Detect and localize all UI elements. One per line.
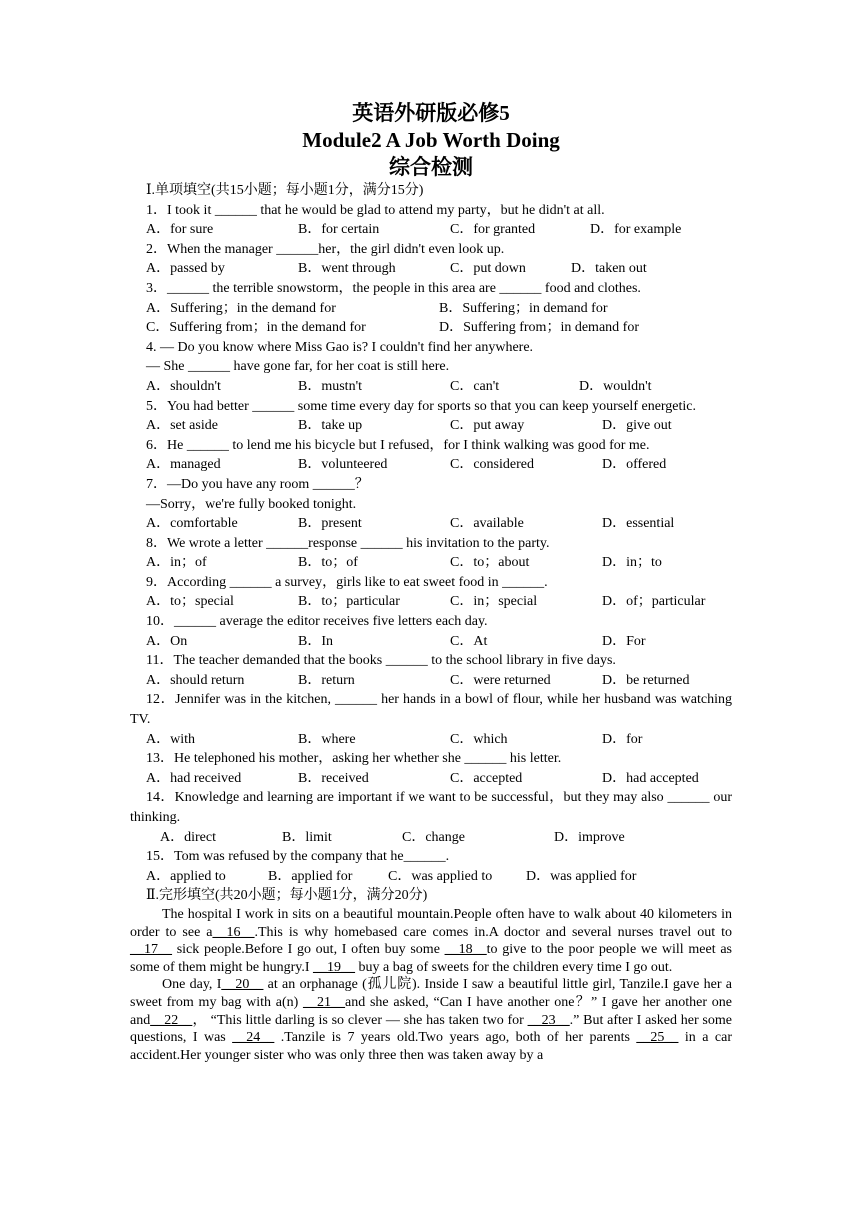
option-d: D．for example	[590, 222, 682, 238]
question-stem: 15．Tom was refused by the company that he______.	[146, 849, 450, 865]
blank-21: __21__	[303, 994, 346, 1010]
option-row	[130, 632, 732, 652]
option-b: B．mustn't	[298, 378, 362, 394]
option-c: C．Suffering from；in the demand for	[146, 320, 366, 336]
question-stem: 3．______ the terrible snowstorm，the people in this area are ______ food and clothes.	[146, 280, 641, 296]
option-c: C．was applied to	[388, 868, 493, 884]
option-d: D．taken out	[571, 261, 647, 277]
title-line-2: Module2 A Job Worth Doing	[302, 128, 560, 152]
option-row	[130, 592, 732, 612]
blank-16: __16__	[212, 924, 255, 940]
passage-text: The hospital I work in sits on a beautiful mountain.People often have to walk about 40 kilometers in order to see a	[130, 906, 732, 940]
option-b: B．received	[298, 770, 369, 786]
passage-text: .” But after I asked her some questions, I was	[130, 1012, 732, 1046]
option-row	[130, 416, 732, 436]
option-b: B．return	[298, 672, 355, 688]
option-b: B．applied for	[268, 868, 353, 884]
blank-23: __23__	[527, 1012, 570, 1028]
question-stem: 11．The teacher demanded that the books ______ to the school library in five days.	[146, 653, 616, 669]
option-a: A．in；of	[146, 555, 207, 571]
question-stem: 4. — Do you know where Miss Gao is? I couldn't find her anywhere.	[146, 339, 534, 355]
question-stem: 12．Jennifer was in the kitchen, ______ her hands in a bowl of flour, while her husband was watching TV.	[130, 692, 732, 728]
blank-20: __20__	[221, 977, 264, 993]
passage-text: at an orphanage (孤儿院). Inside I saw a beautiful little girl, Tanzile.I gave her a sweet from my bag with a(n)	[130, 977, 732, 1010]
option-row	[130, 318, 732, 338]
option-c: C．which	[450, 731, 508, 747]
option-d: D．For	[602, 633, 646, 649]
option-row	[130, 299, 732, 319]
option-c: C．available	[450, 516, 524, 532]
blank-25: __25__	[636, 1030, 679, 1046]
question-stem: 13．He telephoned his mother，asking her whether she ______ his letter.	[146, 751, 562, 767]
option-a: A．On	[146, 633, 188, 649]
option-a: A．shouldn't	[146, 378, 221, 394]
option-a: A．comfortable	[146, 516, 238, 532]
question-stem: 2．When the manager ______her，the girl didn't even look up.	[146, 241, 505, 257]
option-c: C．to；about	[450, 555, 530, 571]
option-d: D．essential	[602, 516, 675, 532]
option-a: A．with	[146, 731, 195, 747]
option-b: B．Suffering；in demand for	[439, 300, 608, 316]
option-row	[130, 377, 732, 397]
option-c: C．accepted	[450, 770, 523, 786]
passage-text: .This is why homebased care comes in.A doctor and several nurses travel out to	[254, 924, 732, 940]
option-d: D．of；particular	[602, 594, 706, 610]
option-d: D．was applied for	[526, 868, 637, 884]
option-d: D．improve	[554, 829, 625, 845]
option-row	[130, 730, 732, 750]
option-d: D．offered	[602, 457, 667, 473]
option-b: B．In	[298, 633, 333, 649]
question-stem-reply: — She ______ have gone far, for her coat is still here.	[146, 359, 450, 375]
option-b: B．limit	[282, 829, 332, 845]
option-c: C．for granted	[450, 222, 536, 238]
question-stem-reply: —Sorry，we're fully booked tonight.	[146, 496, 357, 512]
question-stem: 8．We wrote a letter ______response ______ his invitation to the party.	[146, 535, 550, 551]
option-b: B．for certain	[298, 222, 380, 238]
option-row	[130, 259, 732, 279]
option-row	[130, 828, 732, 848]
option-d: D．Suffering from；in demand for	[439, 320, 639, 336]
option-a: A．should return	[146, 672, 245, 688]
passage-text: to give to the poor people we will meet as some of them might be hungry.I	[130, 942, 732, 975]
option-d: D．had accepted	[602, 770, 699, 786]
option-b: B．where	[298, 731, 356, 747]
passage-text: and she asked, “Can I have another one？” I gave her another one and	[130, 994, 732, 1028]
title-line-3: 综合检测	[389, 155, 473, 179]
passage-text: buy a bag of sweets for the children every time I go out.	[355, 959, 673, 975]
blank-19: __19__	[313, 959, 356, 975]
question-stem: 1．I took it ______ that he would be glad to attend my party，but he didn't at all.	[146, 202, 605, 218]
option-row	[130, 220, 732, 240]
question-stem: 7．—Do you have any room ______？	[146, 476, 369, 492]
option-d: D．in；to	[602, 555, 662, 571]
passage-text: One day, I	[162, 977, 222, 993]
option-row	[130, 455, 732, 475]
option-b: B．volunteered	[298, 457, 388, 473]
option-b: B．present	[298, 516, 362, 532]
option-b: B．to；of	[298, 555, 358, 571]
option-c: C．considered	[450, 457, 534, 473]
option-a: A．for sure	[146, 222, 214, 238]
option-a: A．passed by	[146, 261, 225, 277]
question-stem: 14．Knowledge and learning are important if we want to be successful，but they may also ______ our thinking.	[130, 790, 732, 825]
option-d: D．wouldn't	[579, 378, 652, 394]
worksheet-page	[130, 100, 732, 1064]
option-a: A．set aside	[146, 418, 218, 434]
blank-18: __18__	[444, 942, 487, 958]
option-a: A．managed	[146, 457, 221, 473]
blank-24: __24__	[232, 1030, 275, 1046]
option-c: C．were returned	[450, 672, 551, 688]
question-stem: 6．He ______ to lend me his bicycle but I refused，for I think walking was good for me.	[146, 437, 650, 453]
option-d: D．for	[602, 731, 643, 747]
option-b: B．to；particular	[298, 594, 400, 610]
option-row	[130, 769, 732, 789]
option-a: A．applied to	[146, 868, 226, 884]
question-stem: 10．______ average the editor receives five letters each day.	[146, 614, 488, 630]
passage-text: .Tanzile is 7 years old.Two years ago, both of her parents	[274, 1030, 637, 1046]
passage-text: ， “This little darling is so clever — she has taken two for	[192, 1012, 528, 1028]
option-a: A．direct	[160, 829, 216, 845]
option-c: C．put down	[450, 261, 526, 277]
option-row	[130, 514, 732, 534]
section2-heading: Ⅱ.完形填空(共20小题；每小题1分，满分20分)	[146, 888, 428, 904]
question-stem: 5．You had better ______ some time every day for sports so that you can keep yourself energetic.	[146, 398, 697, 414]
section1-heading: Ⅰ.单项填空(共15小题；每小题1分，满分15分)	[146, 183, 424, 198]
option-c: C．in；special	[450, 594, 538, 610]
passage-paragraph-1	[130, 906, 732, 976]
option-a: A．Suffering；in the demand for	[146, 300, 336, 316]
option-b: B．went through	[298, 261, 396, 277]
option-row	[130, 671, 732, 691]
blank-17: __17__	[130, 942, 172, 958]
passage-paragraph-2	[130, 976, 732, 1064]
title-line-1: 英语外研版必修5	[352, 101, 510, 125]
option-d: D．be returned	[602, 672, 690, 688]
option-a: A．had received	[146, 770, 242, 786]
option-row	[130, 553, 732, 573]
option-c: C．can't	[450, 378, 500, 394]
blank-22: __22__	[150, 1012, 193, 1028]
passage-text: in a car accident.Her younger sister who was only three then was taken away by a	[130, 1030, 733, 1063]
option-a: A．to；special	[146, 594, 234, 610]
option-row	[130, 867, 732, 887]
option-c: C．At	[450, 633, 488, 649]
option-c: C．change	[402, 829, 465, 845]
question-stem: 9．According ______ a survey，girls like to eat sweet food in ______.	[146, 574, 548, 590]
passage-text: sick people.Before I go out, I often buy some	[172, 942, 445, 958]
option-c: C．put away	[450, 418, 525, 434]
option-b: B．take up	[298, 418, 363, 434]
option-d: D．give out	[602, 418, 672, 434]
